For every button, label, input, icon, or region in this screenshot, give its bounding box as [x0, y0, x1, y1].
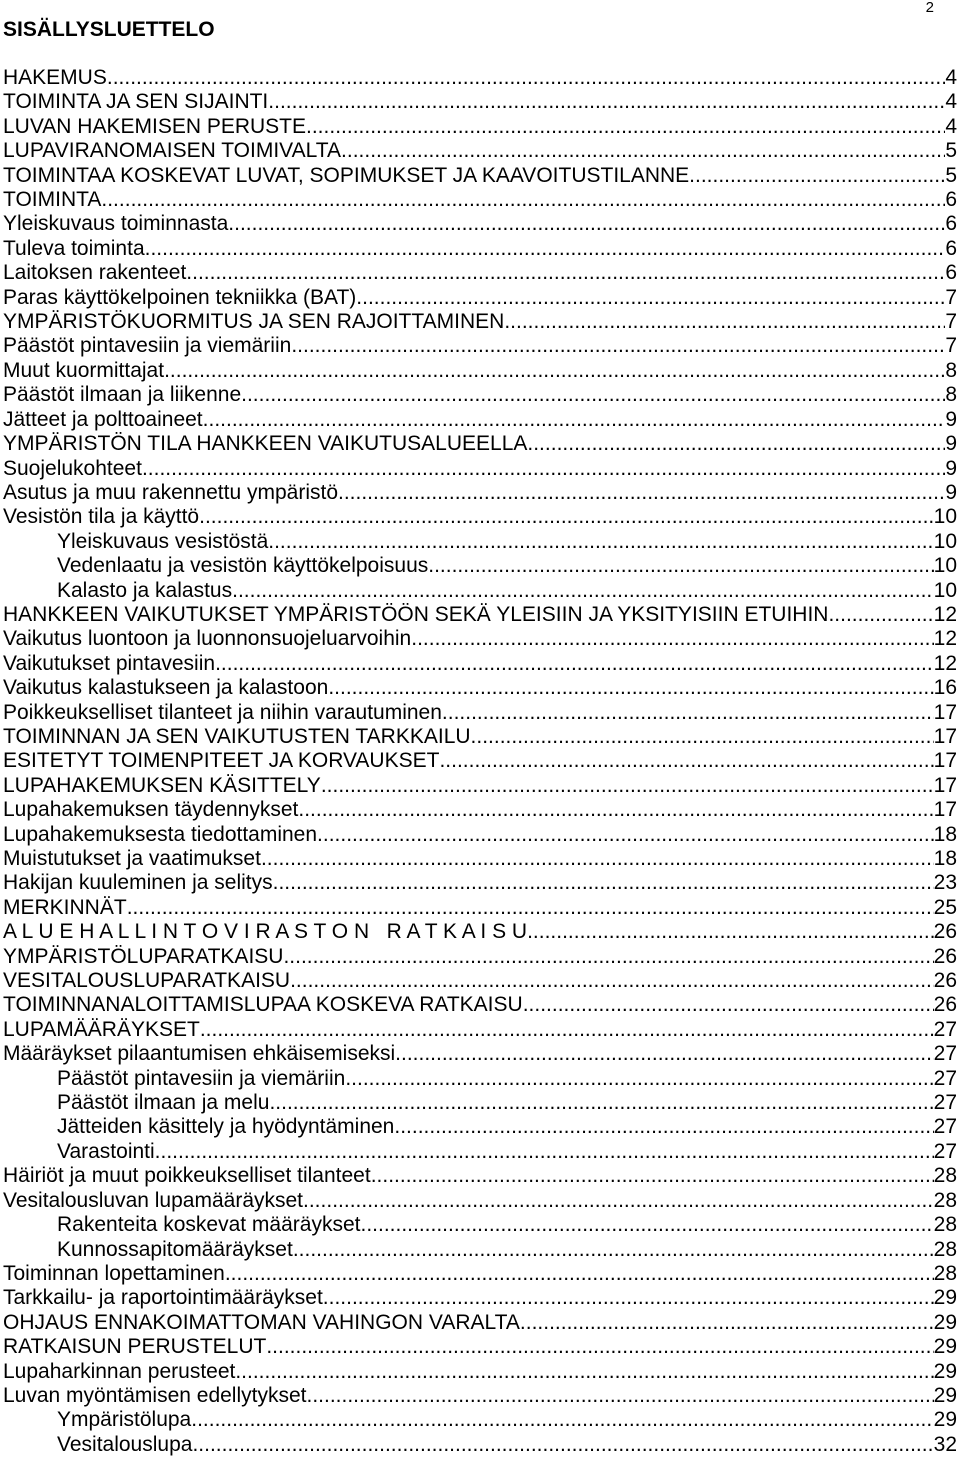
dot-leader: [155, 1140, 934, 1164]
toc-entry-page: 26: [933, 920, 957, 944]
toc-entry-title: Rakenteita koskevat määräykset: [57, 1213, 361, 1237]
toc-entry-page: 28: [933, 1188, 957, 1212]
dot-leader: [241, 383, 945, 407]
toc-entry-title: Määräykset pilaantumisen ehkäisemiseksi: [3, 1042, 396, 1066]
toc-entry-page: 9: [945, 480, 957, 504]
toc-entry-page: 8: [945, 383, 957, 407]
toc-entry-title: Hakijan kuuleminen ja selitys: [3, 871, 273, 895]
toc-entry-page: 17: [933, 724, 957, 748]
toc-entry-page: 8: [945, 358, 957, 382]
toc-entry-title: HANKKEEN VAIKUTUKSET YMPÄRISTÖÖN SEKÄ YLEISIIN JA YKSITYISIIN ETUIHIN: [3, 602, 829, 626]
dot-leader: [298, 798, 933, 822]
toc-entry: [0, 823, 960, 847]
dot-leader: [394, 1115, 933, 1139]
toc-entry-page: 27: [933, 1066, 957, 1090]
dot-leader: [232, 579, 934, 603]
toc-entry-page: 9: [945, 456, 957, 480]
toc-entry-page: 28: [933, 1164, 957, 1188]
toc-entry-page: 29: [933, 1383, 957, 1407]
toc-entry-page: 29: [933, 1359, 957, 1383]
toc-entry: [0, 481, 960, 505]
toc-entry: [0, 676, 960, 700]
toc-entry-page: 4: [945, 114, 957, 138]
toc-subentry: [0, 1408, 960, 1432]
toc-entry-title: YMPÄRISTÖLUPARATKAISU: [3, 944, 284, 968]
toc-entry-page: 27: [933, 1091, 957, 1115]
toc-entry: [0, 798, 960, 822]
dot-leader: [321, 774, 934, 798]
toc-entry-page: 29: [933, 1310, 957, 1334]
toc-entry: [0, 774, 960, 798]
dot-leader: [273, 871, 934, 895]
toc-entry-title: TOIMINNANALOITTAMISLUPAA KOSKEVA RATKAISU: [3, 993, 523, 1017]
dot-leader: [360, 1213, 933, 1237]
dot-leader: [341, 139, 945, 163]
page-title: SISÄLLYSLUETTELO: [3, 18, 215, 41]
dot-leader: [127, 896, 934, 920]
toc-entry-title: MERKINNÄT: [3, 895, 127, 919]
toc-entry: [0, 1189, 960, 1213]
toc-entry: [0, 1311, 960, 1335]
toc-entry-title: Päästöt pintavesiin ja viemäriin: [57, 1066, 346, 1090]
toc-entry-title: Asutus ja muu rakennettu ympäristö: [3, 480, 338, 504]
dot-leader: [186, 261, 945, 285]
toc-entry-page: 28: [933, 1213, 957, 1237]
dot-leader: [199, 505, 934, 529]
toc-entry: [0, 164, 960, 188]
toc-entry-page: 9: [945, 407, 957, 431]
toc-entry: [0, 383, 960, 407]
toc-entry-title: Suojelukohteet: [3, 456, 142, 480]
toc-entry: [0, 920, 960, 944]
toc-entry: [0, 945, 960, 969]
toc-entry-title: Laitoksen rakenteet: [3, 261, 187, 285]
toc-entry-title: LUPAMÄÄRÄYKSET: [3, 1017, 200, 1041]
toc-entry-title: Vaikutus kalastukseen ja kalastoon: [3, 676, 329, 700]
toc-entry-page: 26: [933, 993, 957, 1017]
toc-entry: [0, 237, 960, 261]
dot-leader: [266, 1335, 933, 1359]
toc-entry-page: 28: [933, 1237, 957, 1261]
toc-entry-title: Vaikutus luontoon ja luonnonsuojeluarvoihin: [3, 627, 412, 651]
toc-entry-title: Kalasto ja kalastus: [57, 578, 233, 602]
toc-entry: [0, 871, 960, 895]
toc-entry-title: Häiriöt ja muut poikkeukselliset tilanteet: [3, 1164, 371, 1188]
toc-entry: [0, 90, 960, 114]
dot-leader: [191, 1408, 933, 1432]
toc-entry: [0, 261, 960, 285]
toc-entry: [0, 188, 960, 212]
toc-entry-page: 18: [933, 847, 957, 870]
page-number: 2: [925, 0, 934, 16]
dot-leader: [235, 1360, 933, 1384]
toc-entry-title: HAKEMUS: [3, 66, 107, 89]
toc-entry: [0, 969, 960, 993]
toc-entry-page: 10: [933, 554, 957, 578]
toc-entry-title: Tarkkailu- ja raportointimääräykset: [3, 1286, 323, 1310]
toc-entry-page: 17: [933, 773, 957, 797]
dot-leader: [101, 188, 945, 212]
toc-entry-page: 12: [933, 651, 957, 675]
dot-leader: [828, 603, 933, 627]
toc-entry-title: LUPAHAKEMUKSEN KÄSITTELY: [3, 773, 321, 797]
toc-entry-title: RATKAISUN PERUSTELUT: [3, 1335, 267, 1359]
toc-entry: [0, 847, 960, 871]
toc-subentry: [0, 1091, 960, 1115]
dot-leader: [225, 1262, 934, 1286]
toc-subentry: [0, 1213, 960, 1237]
toc-entry-title: Muut kuormittajat: [3, 358, 165, 382]
toc-entry-title: Vesistön tila ja käyttö: [3, 505, 200, 529]
toc-entry-page: 4: [945, 90, 957, 114]
toc-entry-page: 12: [933, 602, 957, 626]
dot-leader: [268, 530, 933, 554]
toc-entry-title: VESITALOUSLUPARATKAISU: [3, 969, 291, 993]
dot-leader: [527, 432, 945, 456]
toc-entry: [0, 505, 960, 529]
dot-leader: [504, 310, 945, 334]
dot-leader: [442, 701, 934, 725]
toc-entry-title: Vaikutukset pintavesiin: [3, 651, 216, 675]
table-of-contents: [0, 66, 960, 1457]
dot-leader: [107, 66, 945, 90]
toc-subentry: [0, 530, 960, 554]
toc-entry: [0, 725, 960, 749]
toc-entry-page: 7: [945, 310, 957, 334]
toc-entry-title: Kunnossapitomääräykset: [57, 1237, 293, 1261]
toc-entry-title: TOIMINTAA KOSKEVAT LUVAT, SOPIMUKSET JA KAAVOITUSTILANNE: [3, 163, 690, 187]
dot-leader: [145, 237, 946, 261]
dot-leader: [283, 945, 933, 969]
toc-entry-title: TOIMINTA JA SEN SIJAINTI: [3, 90, 269, 114]
toc-entry-page: 27: [933, 1115, 957, 1139]
toc-entry-title: TOIMINNAN JA SEN VAIKUTUSTEN TARKKAILU: [3, 724, 471, 748]
dot-leader: [371, 1164, 934, 1188]
toc-entry-title: Vesitalouslupa: [57, 1432, 193, 1456]
toc-entry: [0, 603, 960, 627]
dot-leader: [523, 993, 934, 1017]
toc-entry-title: Lupahakemuksesta tiedottaminen: [3, 822, 318, 846]
toc-entry-title: Luvan myöntämisen edellytykset: [3, 1383, 307, 1407]
dot-leader: [428, 554, 933, 578]
toc-entry: [0, 334, 960, 358]
toc-entry: [0, 627, 960, 651]
toc-entry-title: LUVAN HAKEMISEN PERUSTE: [3, 114, 307, 138]
toc-entry-title: Ympäristölupa: [57, 1408, 192, 1432]
toc-entry-page: 27: [933, 1017, 957, 1041]
toc-entry-title: Päästöt ilmaan ja liikenne: [3, 383, 242, 407]
toc-entry-title: Yleiskuvaus vesistöstä: [57, 529, 269, 553]
dot-leader: [228, 212, 945, 236]
dot-leader: [261, 847, 934, 871]
toc-entry-page: 6: [945, 212, 957, 236]
toc-entry: [0, 896, 960, 920]
toc-entry-page: 10: [933, 505, 957, 529]
toc-subentry: [0, 1140, 960, 1164]
toc-entry-title: Lupahakemuksen täydennykset: [3, 798, 299, 822]
dot-leader: [291, 334, 945, 358]
dot-leader: [689, 164, 945, 188]
dot-leader: [142, 457, 945, 481]
toc-entry-title: YMPÄRISTÖKUORMITUS JA SEN RAJOITTAMINEN: [3, 310, 505, 334]
dot-leader: [192, 1433, 933, 1457]
toc-entry-page: 29: [933, 1408, 957, 1432]
toc-entry: [0, 701, 960, 725]
dot-leader: [439, 749, 933, 773]
toc-entry: [0, 457, 960, 481]
toc-entry-title: Muistutukset ja vaatimukset: [3, 847, 261, 870]
toc-entry-title: ESITETYT TOIMENPITEET JA KORVAUKSET: [3, 749, 440, 773]
dot-leader: [317, 823, 934, 847]
toc-entry: [0, 1018, 960, 1042]
toc-subentry: [0, 1238, 960, 1262]
toc-entry: [0, 66, 960, 90]
toc-entry: [0, 139, 960, 163]
toc-entry-title: Jätteiden käsittely ja hyödyntäminen: [57, 1115, 395, 1139]
toc-entry: [0, 212, 960, 236]
dot-leader: [215, 652, 934, 676]
toc-entry-title: YMPÄRISTÖN TILA HANKKEEN VAIKUTUSALUEELLA: [3, 432, 528, 456]
dot-leader: [411, 627, 933, 651]
toc-entry: [0, 1286, 960, 1310]
toc-entry-title: A L U E H A L L I N T O V I R A S T O N R A T K A I S U: [3, 920, 528, 944]
toc-entry-page: 26: [933, 969, 957, 993]
toc-entry-page: 29: [933, 1335, 957, 1359]
toc-entry-title: Päästöt ilmaan ja melu: [57, 1091, 270, 1115]
toc-entry-page: 16: [933, 676, 957, 700]
toc-entry-page: 7: [945, 334, 957, 358]
dot-leader: [306, 115, 945, 139]
toc-entry-page: 32: [933, 1432, 957, 1456]
dot-leader: [338, 481, 945, 505]
toc-entry-title: LUPAVIRANOMAISEN TOIMIVALTA: [3, 139, 342, 163]
toc-entry-page: 6: [945, 188, 957, 212]
toc-entry-title: Tuleva toiminta: [3, 236, 145, 260]
toc-entry: [0, 1262, 960, 1286]
dot-leader: [328, 676, 933, 700]
toc-entry-title: Toiminnan lopettaminen: [3, 1261, 225, 1285]
toc-entry-page: 6: [945, 261, 957, 285]
toc-entry: [0, 1335, 960, 1359]
toc-entry: [0, 993, 960, 1017]
toc-entry-title: Lupaharkinnan perusteet: [3, 1359, 236, 1383]
dot-leader: [323, 1286, 934, 1310]
toc-entry: [0, 1360, 960, 1384]
dot-leader: [203, 408, 946, 432]
toc-entry: [0, 286, 960, 310]
toc-entry-page: 10: [933, 529, 957, 553]
toc-entry-page: 5: [945, 163, 957, 187]
toc-entry: [0, 359, 960, 383]
dot-leader: [307, 1384, 934, 1408]
dot-leader: [395, 1042, 933, 1066]
toc-entry-page: 17: [933, 700, 957, 724]
toc-entry-title: Varastointi: [57, 1139, 155, 1163]
toc-entry: [0, 1384, 960, 1408]
toc-entry-page: 17: [933, 749, 957, 773]
toc-entry: [0, 310, 960, 334]
dot-leader: [269, 1091, 933, 1115]
toc-entry-title: Vedenlaatu ja vesistön käyttökelpoisuus: [57, 554, 429, 578]
toc-subentry: [0, 1115, 960, 1139]
dot-leader: [471, 725, 934, 749]
toc-entry-title: Yleiskuvaus toiminnasta: [3, 212, 229, 236]
dot-leader: [200, 1018, 934, 1042]
toc-entry-page: 25: [933, 895, 957, 919]
dot-leader: [520, 1311, 934, 1335]
toc-entry-title: OHJAUS ENNAKOIMATTOMAN VAHINGON VARALTA: [3, 1310, 520, 1334]
toc-entry: [0, 1042, 960, 1066]
toc-entry-title: TOIMINTA: [3, 188, 102, 212]
dot-leader: [527, 920, 934, 944]
toc-entry: [0, 1164, 960, 1188]
toc-entry-page: 29: [933, 1286, 957, 1310]
dot-leader: [268, 90, 945, 114]
dot-leader: [293, 1238, 934, 1262]
toc-entry-page: 18: [933, 822, 957, 846]
toc-entry: [0, 652, 960, 676]
dot-leader: [290, 969, 934, 993]
toc-entry: [0, 749, 960, 773]
toc-entry-page: 9: [945, 432, 957, 456]
toc-entry-title: Poikkeukselliset tilanteet ja niihin varautuminen: [3, 700, 442, 724]
toc-subentry: [0, 1433, 960, 1457]
toc-entry-page: 27: [933, 1042, 957, 1066]
toc-entry-page: 28: [933, 1261, 957, 1285]
toc-entry-page: 7: [945, 285, 957, 309]
toc-entry-title: Jätteet ja polttoaineet: [3, 407, 203, 431]
dot-leader: [164, 359, 945, 383]
toc-entry-page: 26: [933, 944, 957, 968]
toc-entry: [0, 432, 960, 456]
toc-entry: [0, 408, 960, 432]
dot-leader: [356, 286, 945, 310]
dot-leader: [345, 1067, 933, 1091]
toc-subentry: [0, 1067, 960, 1091]
toc-entry-page: 12: [933, 627, 957, 651]
toc-entry-page: 23: [933, 871, 957, 895]
toc-entry-title: Päästöt pintavesiin ja viemäriin: [3, 334, 292, 358]
dot-leader: [303, 1189, 934, 1213]
toc-subentry: [0, 579, 960, 603]
toc-entry-page: 10: [933, 578, 957, 602]
toc-entry-page: 6: [945, 236, 957, 260]
toc-entry-page: 5: [945, 139, 957, 163]
toc-entry-page: 4: [945, 66, 957, 89]
toc-subentry: [0, 554, 960, 578]
toc-entry: [0, 115, 960, 139]
toc-entry-title: Vesitalousluvan lupamääräykset: [3, 1188, 304, 1212]
toc-entry-page: 17: [933, 798, 957, 822]
toc-entry-page: 27: [933, 1139, 957, 1163]
toc-entry-title: Paras käyttökelpoinen tekniikka (BAT): [3, 285, 357, 309]
